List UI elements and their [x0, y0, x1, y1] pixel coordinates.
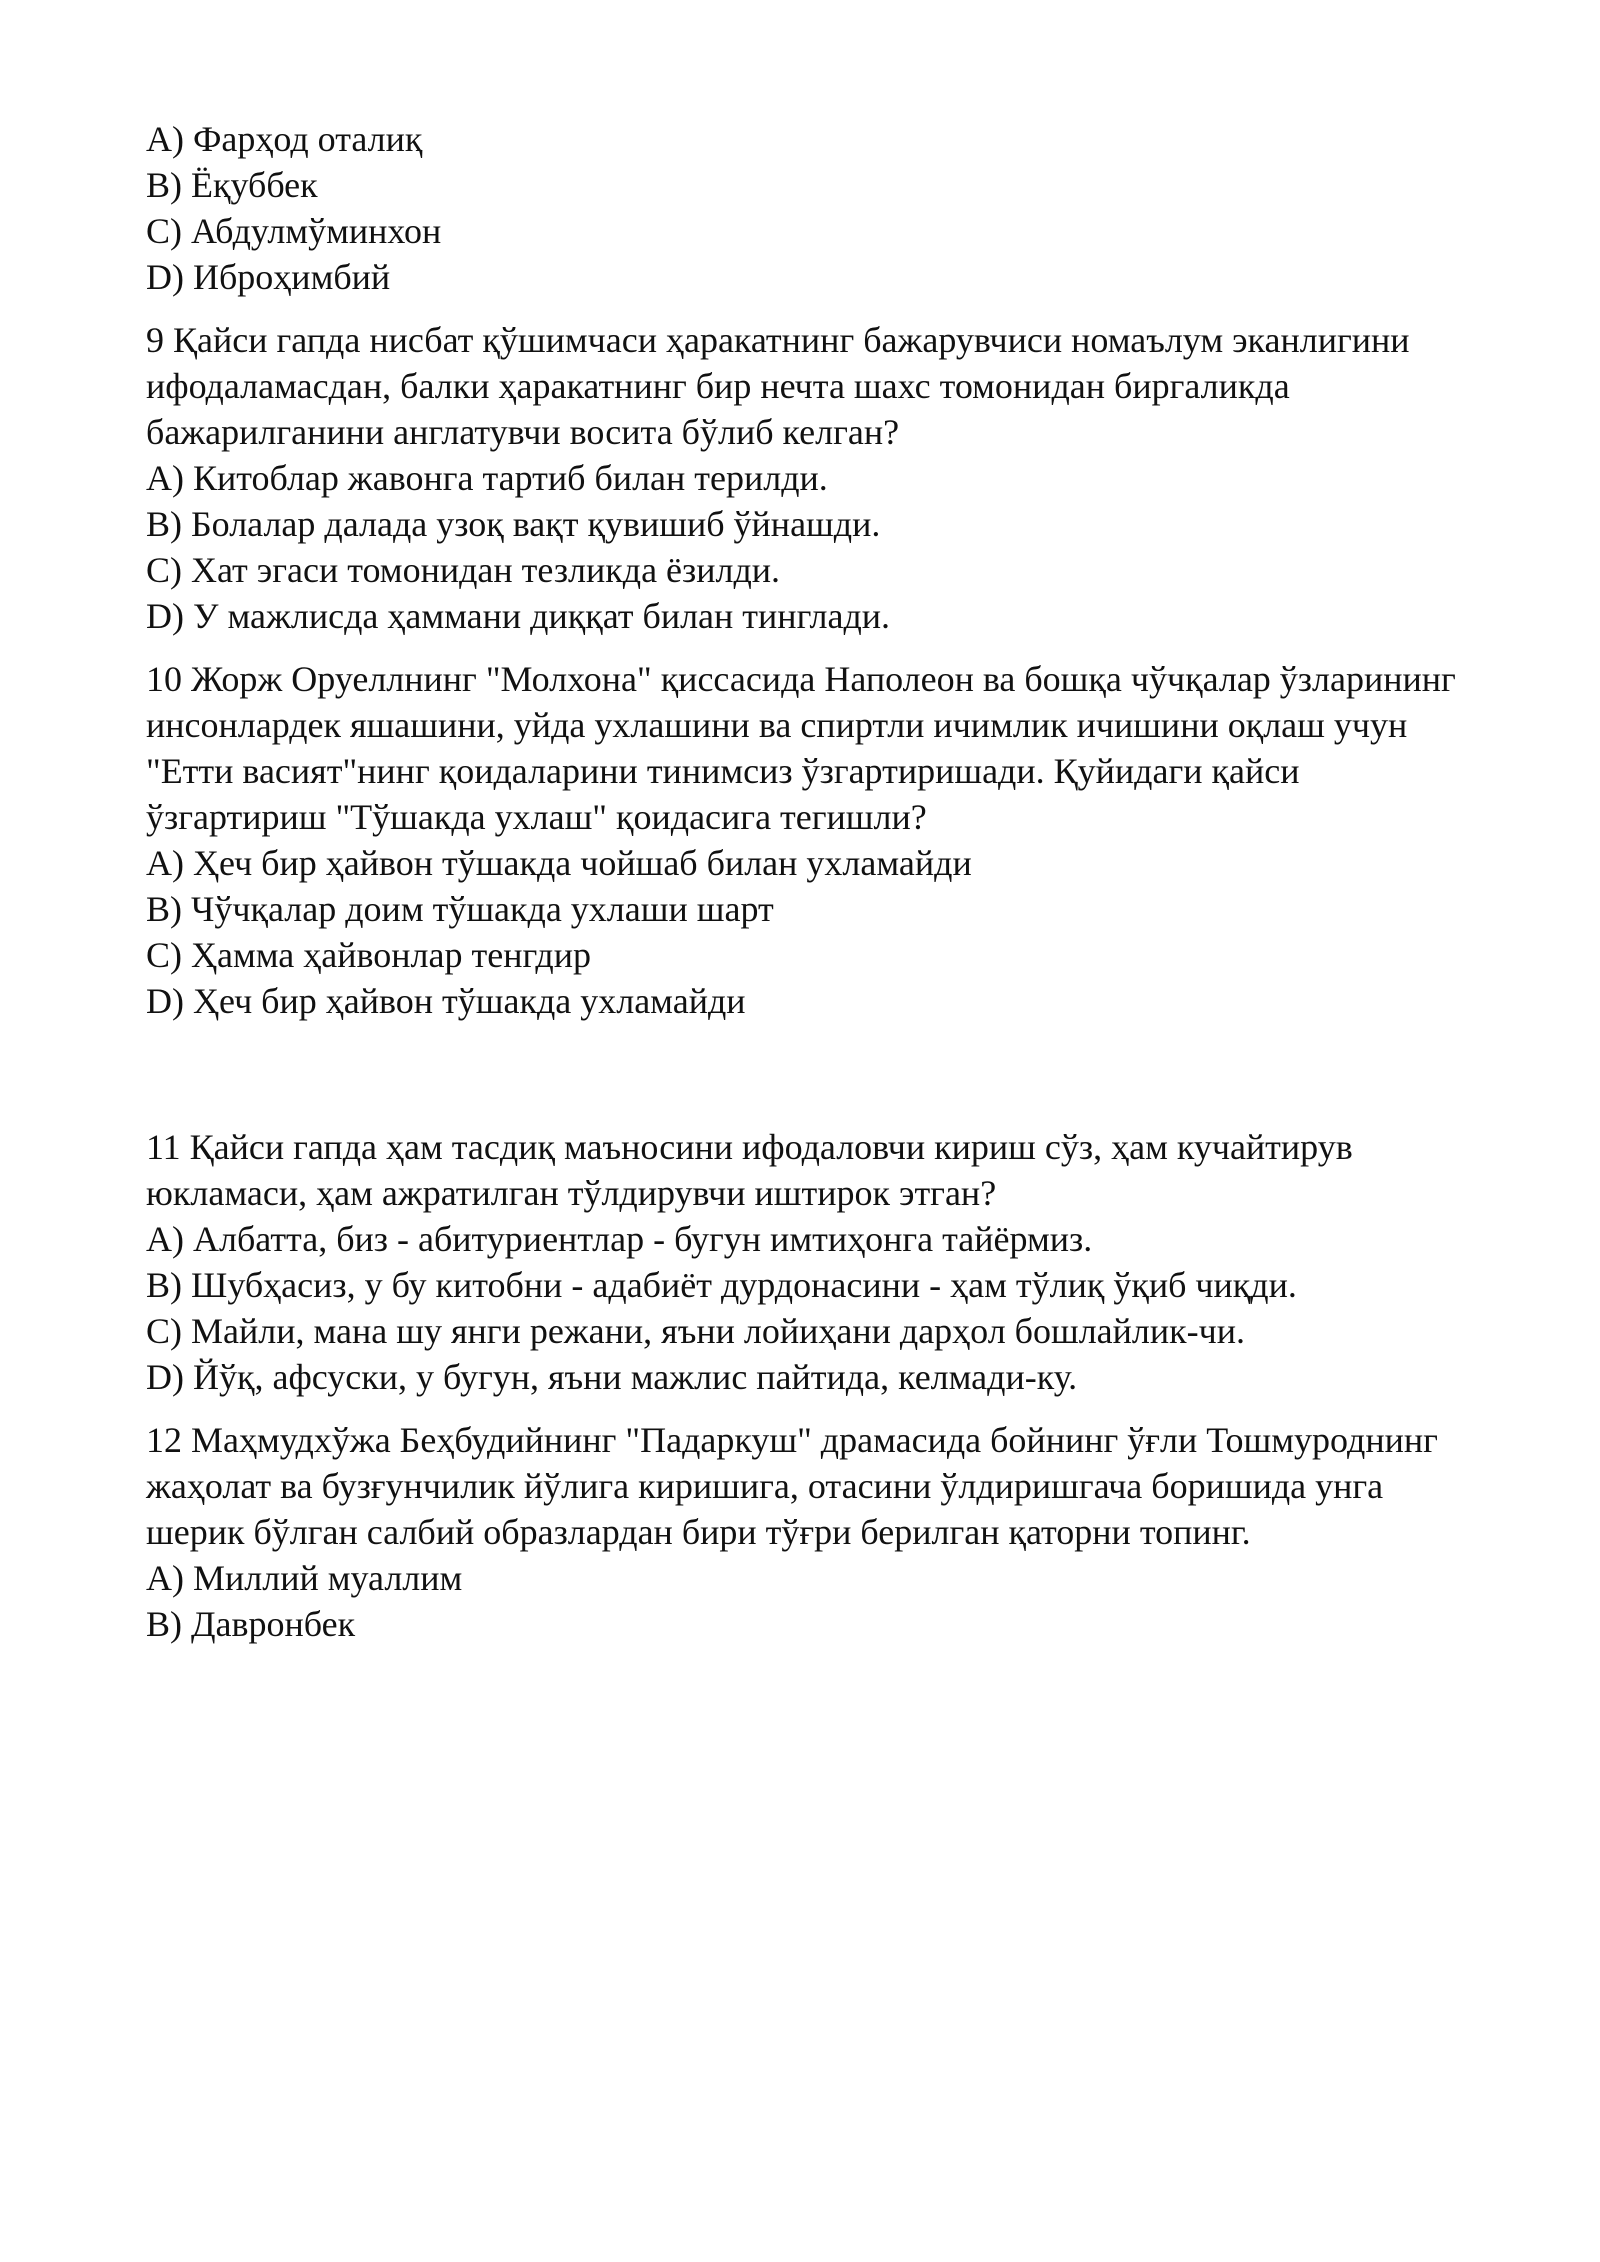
question-11-options [146, 1216, 1466, 1400]
question-9: 9 Қайси гапда нисбат қўшимчаси ҳаракатнинг бажарувчиси номаълум эканлигини ифодаламасдан, балки ҳаракатнинг бир нечта шахс томонидан биргаликда бажарилганини англатувчи восита бўлиб келган? [146, 320, 1410, 452]
option-b: B) Болалар далада узоқ вақт қувишиб ўйнашди. [146, 504, 881, 544]
option-a: A) Китоблар жавонга тартиб билан терилди. [146, 458, 828, 498]
option-d: D) Ҳеч бир ҳайвон тўшакда ухламайди [146, 981, 746, 1021]
question-10: 10 Жорж Оруеллнинг "Молхона" қиссасида Наполеон ва бошқа чўчқалар ўзларининг инсонлардек яшашини, уйда ухлашини ва спиртли ичимлик ичишини оқлаш учун "Етти васият"нинг қоидаларини тинимсиз ўзгартиришади. Қуйидаги қайси ўзгартириш "Тўшакда ухлаш" қоидасига тегишли? [146, 659, 1456, 837]
question-11: 11 Қайси гапда ҳам тасдиқ маъносини ифодаловчи кириш сўз, ҳам кучайтирув юкламаси, ҳам ажратилган тўлдирувчи иштирок этган? [146, 1127, 1353, 1213]
document-page [146, 116, 1466, 1647]
question-12-options [146, 1555, 1466, 1647]
option-b: B) Чўчқалар доим тўшакда ухлаши шарт [146, 889, 774, 929]
option-c: C) Абдулмўминхон [146, 211, 442, 251]
question-12: 12 Маҳмудхўжа Беҳбудийнинг "Падаркуш" драмасида бойнинг ўғли Тошмуроднинг жаҳолат ва бузғунчилик йўлига киришига, отасини ўлдиришгача боришида унга шерик бўлган салбий образлардан бири тўғри берилган қаторни топинг. [146, 1420, 1438, 1552]
option-c: C) Ҳамма ҳайвонлар тенгдир [146, 935, 592, 975]
option-c: C) Майли, мана шу янги режани, яъни лойиҳани дарҳол бошлайлик-чи. [146, 1311, 1246, 1351]
option-a: A) Фарҳод оталиқ [146, 119, 423, 159]
option-b: B) Давронбек [146, 1604, 356, 1644]
option-a: A) Миллий муаллим [146, 1558, 463, 1598]
question-9-options [146, 455, 1466, 639]
option-a: A) Албатта, биз - абитуриентлар - бугун имтиҳонга тайёрмиз. [146, 1219, 1093, 1259]
option-d: D) Иброҳимбий [146, 257, 391, 297]
option-b: B) Шубҳасиз, у бу китобни - адабиёт дурдонасини - ҳам тўлиқ ўқиб чиқди. [146, 1265, 1297, 1305]
option-b: B) Ёқуббек [146, 165, 318, 205]
option-a: A) Ҳеч бир ҳайвон тўшакда чойшаб билан ухламайди [146, 843, 972, 883]
option-d: D) У мажлисда ҳаммани диққат билан тинглади. [146, 596, 891, 636]
question-10-options [146, 840, 1466, 1024]
prev-question-options [146, 116, 1466, 300]
option-c: C) Хат эгаси томонидан тезликда ёзилди. [146, 550, 781, 590]
option-d: D) Йўқ, афсуски, у бугун, яъни мажлис пайтида, келмади-ку. [146, 1357, 1078, 1397]
